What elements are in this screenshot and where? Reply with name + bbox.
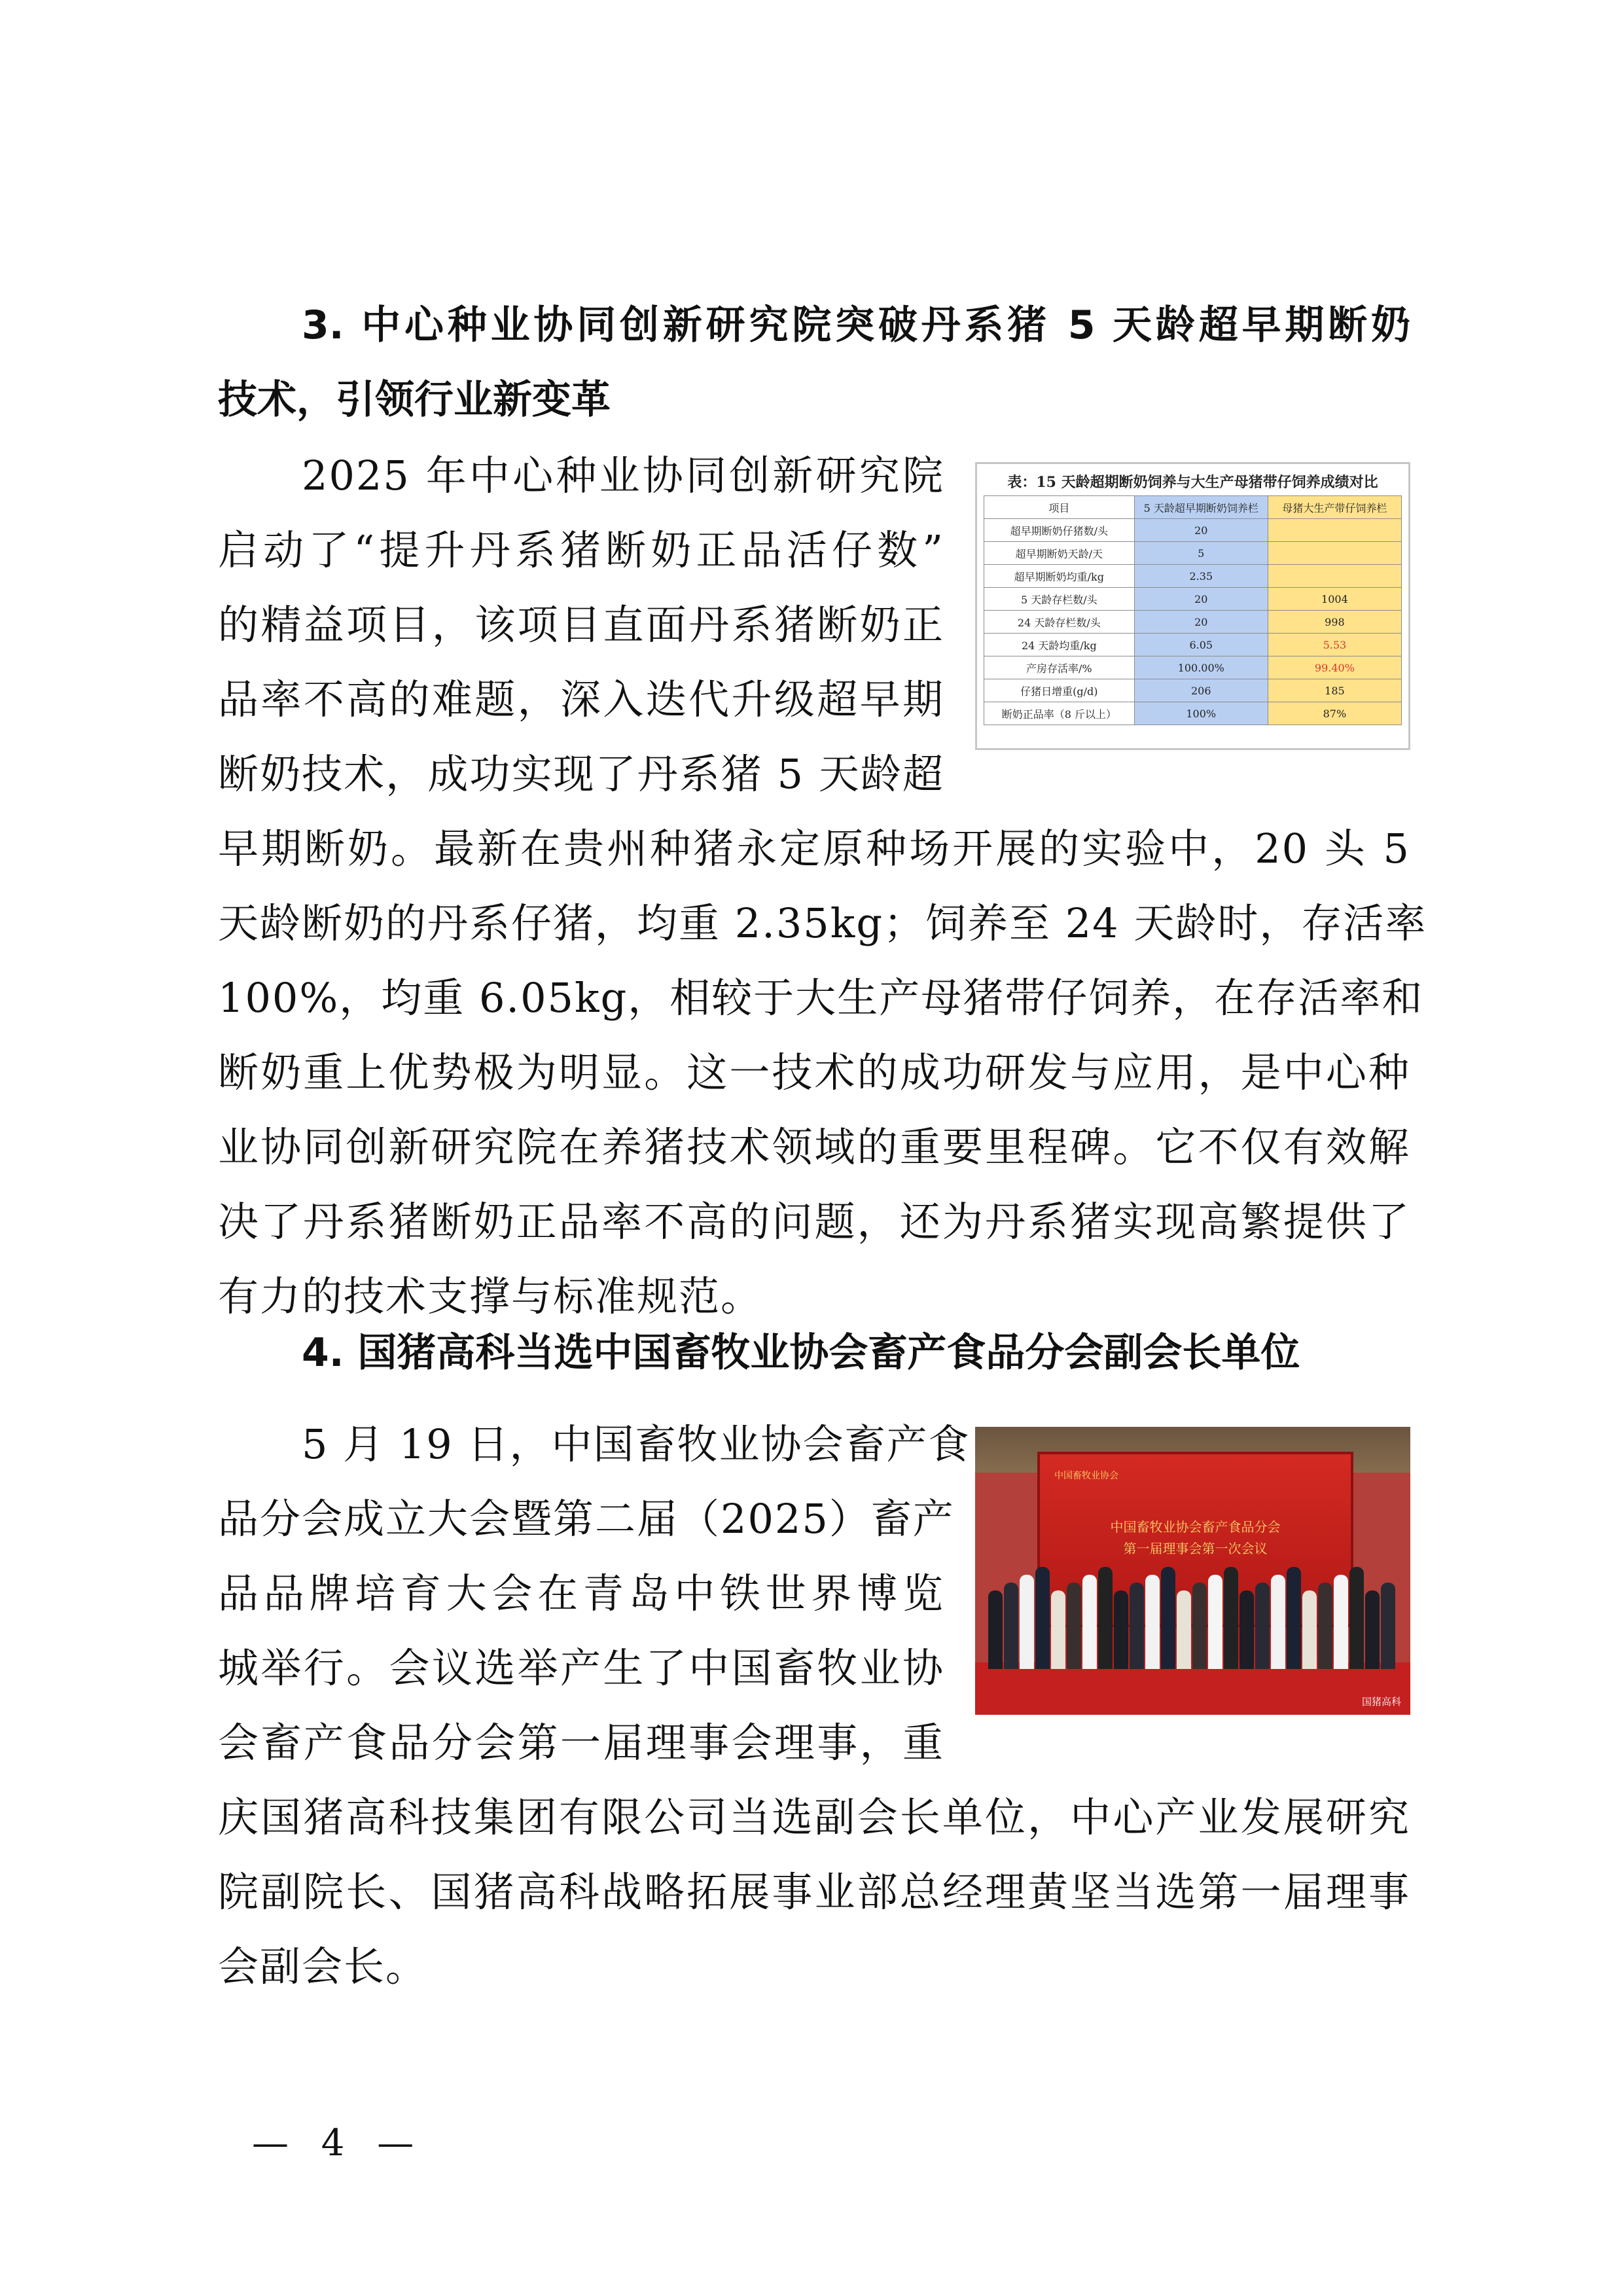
table-cell-label: 仔猪日增重(g/d) — [984, 679, 1135, 702]
table-header-row — [984, 496, 1402, 519]
table-cell-label: 24 天龄存栏数/头 — [984, 611, 1135, 634]
table-cell-label: 超早期断奶仔猪数/头 — [984, 519, 1135, 542]
table-cell-sow — [1268, 565, 1401, 588]
table-cell-sow: 998 — [1268, 611, 1401, 634]
photo-screen-title-2: 第一届理事会第一次会议 — [1123, 1541, 1268, 1556]
photo-person — [1161, 1567, 1175, 1669]
section-3-paragraph-wrapped — [218, 439, 944, 812]
photo-person — [1318, 1583, 1332, 1669]
photo-person — [1082, 1575, 1097, 1669]
comparison-table-figure — [975, 462, 1410, 750]
table-cell-sow: 99.40% — [1268, 656, 1401, 679]
table-row — [984, 588, 1402, 611]
page-number: — 4 — — [252, 2122, 425, 2164]
photo-brand-watermark: 国猪高科 — [1361, 1696, 1401, 1708]
table-cell-early: 20 — [1134, 588, 1268, 611]
table-cell-label: 24 天龄均重/kg — [984, 634, 1135, 656]
section-4-paragraph-full — [218, 1780, 1410, 2004]
table-cell-label: 超早期断奶均重/kg — [984, 565, 1135, 588]
photo-person — [1302, 1590, 1317, 1669]
table-cell-sow: 5.53 — [1268, 634, 1401, 656]
paragraph-line: 5 月 19 日，中国畜牧业协会畜产食 — [302, 1420, 971, 1468]
section-4-heading-line: 4. 国猪高科当选中国畜牧业协会畜产食品分会副会长单位 — [302, 1330, 1300, 1376]
conference-photo — [975, 1427, 1410, 1715]
photo-carpet — [975, 1662, 1410, 1715]
photo-screen-title-1: 中国畜牧业协会畜产食品分会 — [1110, 1519, 1281, 1535]
paragraph-line: 品率不高的难题，深入迭代升级超早期 — [218, 675, 944, 723]
table-cell-label: 5 天龄存栏数/头 — [984, 588, 1135, 611]
table-cell-early: 206 — [1134, 679, 1268, 702]
photo-person — [1381, 1583, 1395, 1669]
section-3-paragraph-full — [218, 812, 1427, 1334]
table-row — [984, 656, 1402, 679]
table-cell-early: 5 — [1134, 542, 1268, 565]
paragraph-line: 天龄断奶的丹系仔猪，均重 2.35kg；饲养至 24 天龄时，存活率 — [218, 899, 1427, 947]
paragraph-line: 早期断奶。最新在贵州种猪永定原种场开展的实验中，20 头 5 — [218, 825, 1410, 872]
paragraph-line: 的精益项目，该项目直面丹系猪断奶正 — [218, 601, 944, 649]
photo-person — [1334, 1575, 1348, 1669]
table-cell-label: 断奶正品率（8 斤以上） — [984, 702, 1135, 725]
section-3-heading-line-1: 3. 中心种业协同创新研究院突破丹系猪 5 天龄超早期断奶 — [302, 302, 1410, 348]
section-4-paragraph-wrapped — [218, 1407, 971, 1780]
section-3-heading — [218, 288, 1410, 437]
photo-person — [1224, 1567, 1238, 1669]
photo-person — [1192, 1583, 1207, 1669]
photo-person — [1051, 1590, 1065, 1669]
photo-person — [1208, 1575, 1222, 1669]
table-row — [984, 565, 1402, 588]
table-header-sow-rearing: 母猪大生产带仔饲养栏 — [1268, 496, 1401, 519]
paragraph-line: 100%，均重 6.05kg，相较于大生产母猪带仔饲养，在存活率和 — [218, 974, 1424, 1022]
table-cell-early: 6.05 — [1134, 634, 1268, 656]
paragraph-line: 院副院长、国猪高科战略拓展事业部总经理黄坚当选第一届理事 — [218, 1868, 1410, 1916]
table-header-early-weaning: 5 天龄超早期断奶饲养栏 — [1134, 496, 1268, 519]
paragraph-line: 断奶技术，成功实现了丹系猪 5 天龄超 — [218, 750, 944, 798]
table-row — [984, 679, 1402, 702]
paragraph-line: 庆国猪高科技集团有限公司当选副会长单位，中心产业发展研究 — [218, 1793, 1410, 1841]
photo-person — [1114, 1590, 1128, 1669]
photo-person — [1035, 1567, 1050, 1669]
paragraph-line: 品分会成立大会暨第二届（2025）畜产 — [218, 1495, 955, 1543]
photo-person — [1240, 1590, 1254, 1669]
photo-person — [1130, 1583, 1144, 1669]
table-row — [984, 542, 1402, 565]
photo-person — [1004, 1583, 1018, 1669]
paragraph-line: 会畜产食品分会第一届理事会理事，重 — [218, 1719, 944, 1767]
photo-person — [1145, 1575, 1160, 1669]
paragraph-line: 决了丹系猪断奶正品率不高的问题，还为丹系猪实现高繁提供了 — [218, 1198, 1410, 1246]
table-cell-sow — [1268, 542, 1401, 565]
table-cell-sow: 185 — [1268, 679, 1401, 702]
photo-person — [1287, 1567, 1301, 1669]
paragraph-line: 有力的技术支撑与标准规范。 — [218, 1272, 763, 1320]
paragraph-line: 会副会长。 — [218, 1943, 428, 1990]
table-cell-early: 20 — [1134, 611, 1268, 634]
table-cell-sow: 1004 — [1268, 588, 1401, 611]
table-cell-early: 20 — [1134, 519, 1268, 542]
paragraph-line: 城举行。会议选举产生了中国畜牧业协 — [218, 1644, 944, 1692]
photo-person — [1349, 1567, 1364, 1669]
photo-person — [1020, 1575, 1034, 1669]
table-cell-label: 超早期断奶天龄/天 — [984, 542, 1135, 565]
paragraph-line: 断奶重上优势极为明显。这一技术的成功研发与应用，是中心种 — [218, 1049, 1410, 1096]
paragraph-line: 启动了“提升丹系猪断奶正品活仔数” — [218, 526, 944, 574]
photo-person — [1098, 1567, 1113, 1669]
table-cell-sow: 87% — [1268, 702, 1401, 725]
paragraph-line: 业协同创新研究院在养猪技术领域的重要里程碑。它不仅有效解 — [218, 1123, 1410, 1171]
photo-person — [988, 1590, 1003, 1669]
photo-logo-text: 中国畜牧业协会 — [1054, 1471, 1118, 1481]
table-row — [984, 702, 1402, 725]
table-cell-early: 100% — [1134, 702, 1268, 725]
section-4-heading — [218, 1316, 1410, 1390]
table-cell-label: 产房存活率/% — [984, 656, 1135, 679]
table-header-item: 项目 — [984, 496, 1135, 519]
photo-person — [1067, 1583, 1081, 1669]
photo-person — [1177, 1590, 1191, 1669]
table-cell-early: 2.35 — [1134, 565, 1268, 588]
table-row — [984, 634, 1402, 656]
table-cell-early: 100.00% — [1134, 656, 1268, 679]
table-row — [984, 519, 1402, 542]
table-cell-sow — [1268, 519, 1401, 542]
section-3-heading-line-2: 技术，引领行业新变革 — [218, 377, 611, 423]
paragraph-line: 品品牌培育大会在青岛中铁世界博览 — [218, 1570, 944, 1617]
paragraph-line: 2025 年中心种业协同创新研究院 — [302, 452, 944, 499]
photo-person — [1271, 1575, 1285, 1669]
photo-person — [1365, 1590, 1380, 1669]
table-caption: 表：15 天龄超期断奶饲养与大生产母猪带仔饲养成绩对比 — [1007, 474, 1378, 491]
photo-person — [1255, 1583, 1270, 1669]
comparison-table — [984, 495, 1402, 725]
table-row — [984, 611, 1402, 634]
